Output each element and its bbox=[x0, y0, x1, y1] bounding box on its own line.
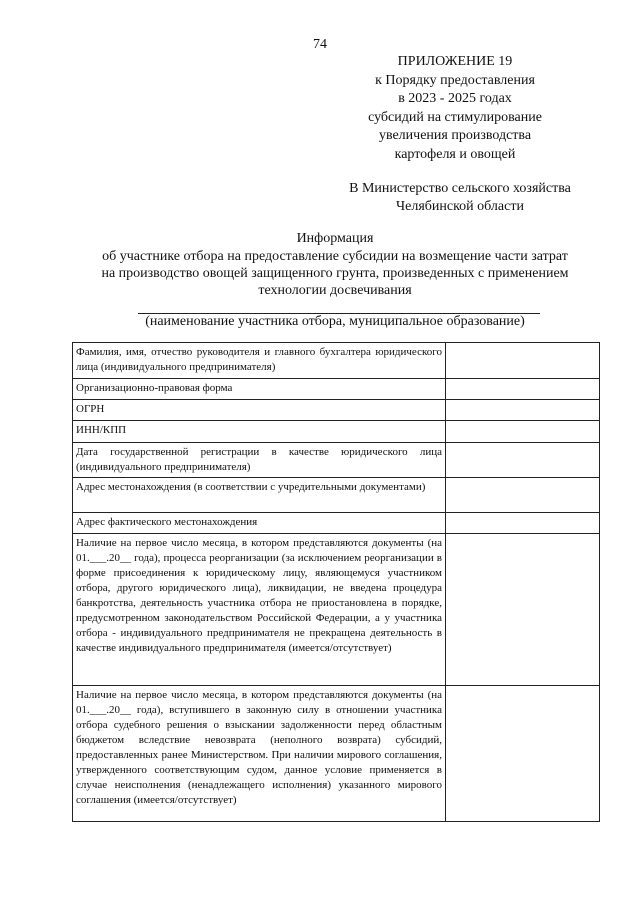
participant-info-table bbox=[72, 342, 600, 822]
table-row bbox=[73, 421, 600, 443]
row-value-cell[interactable] bbox=[446, 343, 600, 379]
table-row bbox=[73, 379, 600, 400]
table-row bbox=[73, 686, 600, 822]
row-label: Наличие на первое число месяца, в котором представляются документы (на 01.___.20__ года), вступившего в законную силу в отношении участника отбора судебного решения о взыскании задолженности перед областным бюджетом вследствие невозврата (неполного возврата) субсидий, предоставленных ранее Министерством. При наличии мирового соглашения, утвержденного соответствующим судом, данное условие применяется в случае неисполнения (ненадлежащего исполнения) указанного мирового соглашения (имеется/отсутствует) bbox=[73, 686, 446, 822]
row-value-cell[interactable] bbox=[446, 513, 600, 534]
info-title: Информация bbox=[296, 231, 374, 246]
row-value-cell[interactable] bbox=[446, 379, 600, 400]
row-label: Адрес фактического местонахождения bbox=[73, 513, 446, 534]
table-row bbox=[73, 443, 600, 478]
info-heading bbox=[60, 230, 610, 299]
appendix-line: увеличения производства bbox=[378, 128, 532, 143]
row-label: Адрес местонахождения (в соответствии с учредительными документами) bbox=[73, 478, 446, 513]
info-subtitle-line: технологии досвечивания bbox=[258, 283, 412, 298]
appendix-line: ПРИЛОЖЕНИЕ 19 bbox=[397, 54, 513, 69]
table-row bbox=[73, 513, 600, 534]
appendix-line: субсидий на стимулирование bbox=[368, 109, 542, 125]
table-row bbox=[73, 343, 600, 379]
page-number: 74 bbox=[313, 37, 327, 52]
row-value-cell[interactable] bbox=[446, 421, 600, 443]
row-label: Фамилия, имя, отчество руководителя и главного бухгалтера юридического лица (индивидуального предпринимателя) bbox=[73, 343, 446, 379]
participant-name-caption: (наименование участника отбора, муниципальное образование) bbox=[145, 314, 525, 329]
row-value-cell[interactable] bbox=[446, 400, 600, 421]
row-label: Организационно-правовая форма bbox=[73, 379, 446, 400]
appendix-line: к Порядку предоставления bbox=[375, 72, 535, 88]
row-value-cell[interactable] bbox=[446, 686, 600, 822]
addressee-line: Челябинской области bbox=[396, 198, 524, 214]
row-value-cell[interactable] bbox=[446, 443, 600, 478]
addressee-block bbox=[330, 180, 590, 215]
row-label: Дата государственной регистрации в качестве юридического лица (индивидуального предпринимателя) bbox=[73, 443, 446, 478]
table-row bbox=[73, 400, 600, 421]
table-row bbox=[73, 478, 600, 513]
table-row bbox=[73, 534, 600, 686]
info-subtitle-line: на производство овощей защищенного грунта, произведенных с применением bbox=[101, 266, 569, 281]
row-value-cell[interactable] bbox=[446, 478, 600, 513]
row-label: Наличие на первое число месяца, в котором представляются документы (на 01.___.20__ года), процесса реорганизации (за исключением реорганизации в форме присоединения к юридическому лицу, являющемуся участником отбора, другого юридического лица), ликвидации, не введена процедура банкротства, деятельность участника отбора не приостановлена в порядке, предусмотренном законодательством Российской Федерации, а у участника отбора - индивидуального предпринимателя не прекращена деятельность в качестве индивидуального предпринимателя (имеется/отсутствует) bbox=[73, 534, 446, 686]
info-subtitle-line: об участнике отбора на предоставление субсидии на возмещение части затрат bbox=[102, 249, 568, 264]
row-label: ОГРН bbox=[73, 400, 446, 421]
row-value-cell[interactable] bbox=[446, 534, 600, 686]
appendix-line: картофеля и овощей bbox=[394, 146, 516, 162]
row-label: ИНН/КПП bbox=[73, 421, 446, 443]
appendix-line: в 2023 - 2025 годах bbox=[398, 91, 512, 106]
appendix-header bbox=[330, 53, 580, 164]
addressee-line: В Министерство сельского хозяйства bbox=[349, 181, 571, 196]
